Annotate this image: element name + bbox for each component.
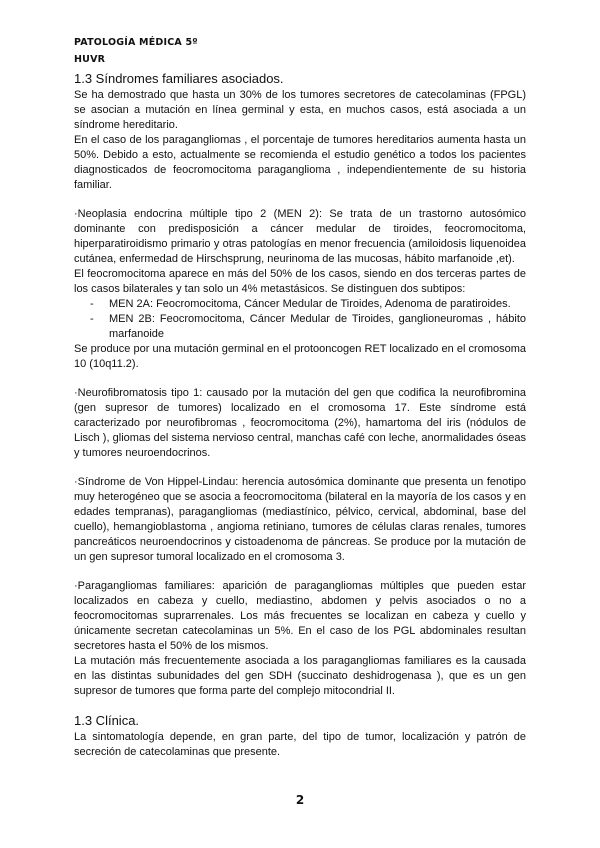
header-course: PATOLOGÍA MÉDICA 5º — [74, 37, 198, 48]
paragraph-men2-pheo: El feocromocitoma aparece en más del 50% de los casos, siendo en dos terceras partes de los casos bilaterales y tan solo un 4% metastásicos. Se distinguen dos subtipos: — [74, 268, 526, 295]
paragraph-men2-ret: Se produce por una mutación germinal en el protooncogen RET localizado en el cromosoma 10 (10q11.2). — [74, 343, 526, 370]
paragraph-clinica: La sintomatología depende, en gran parte, del tipo de tumor, localización y patrón de secreción de catecolaminas que presente. — [74, 731, 526, 758]
list-item: - MEN 2B: Feocromocitoma, Cáncer Medular de Tiroides, ganglioneuromas , hábito marfanoide — [105, 312, 526, 342]
paragraph-vhl: ·Síndrome de Von Hippel-Lindau: herencia autosómica dominante que presenta un fenotipo muy heterogéneo que se asocia a feocromocitoma (bilateral en la mayoría de los casos y en edades tempranas), paragangliomas (mediastínico, pélvico, cervical, abdominal, base del cuello), hemangioblastoma , angioma retiniano, tumores de células claras renales, tumores pancreáticos neuroendocrinos y cistoadenoma de páncreas. Se produce por la mutación de un gen supresor tumoral localizado en el cromosoma 3. — [74, 476, 526, 563]
header-hospital: HUVR — [74, 54, 106, 65]
list-item: - MEN 2A: Feocromocitoma, Cáncer Medular de Tiroides, Adenoma de paratiroides. — [105, 297, 526, 312]
paragraph-men2: ·Neoplasia endocrina múltiple tipo 2 (MEN 2): Se trata de un trastorno autosómico dominante con predisposición a cáncer medular de tiroides, feocromocitoma, hiperparatiroidismo primario y otras patologías en menor frecuencia (amiloidosis liquenoidea cutánea, enfermedad de Hirschsprung, neurinoma de las mucosas, hábito marfanoide ,et). — [74, 208, 526, 265]
paragraph-pgl-sdh: La mutación más frecuentemente asociada a los paragangliomas familiares es la causada en las distintas subunidades del gen SDH (succinato deshidrogenasa ), que es un gen supresor de tumores que forma parte del complejo mitocondrial II. — [74, 655, 526, 697]
paragraph-pgl: ·Paragangliomas familiares: aparición de paragangliomas múltiples que pueden estar localizados en cabeza y cuello, mediastino, abdomen y pelvis asociados o no a feocromocitomas suprarrenales. Los más frecuentes se localizan en cabeza y cuello y únicamente secretan catecolaminas un 5%. En el caso de los PGL abdominales resultan secretores hasta el 50% de los mismos. — [74, 580, 526, 652]
men2-subtype-list — [74, 297, 526, 342]
section-title-familial-syndromes: 1.3 Síndromes familiares asociados. — [74, 71, 284, 86]
page-content — [74, 71, 526, 760]
paragraph-intro-1: Se ha demostrado que hasta un 30% de los tumores secretores de catecolaminas (FPGL) se asocian a mutación en línea germinal y esta, en muchos casos, está asociada a un síndrome hereditario. — [74, 89, 526, 131]
section-title-clinica: 1.3 Clínica. — [74, 713, 140, 728]
page-number: 2 — [295, 793, 305, 807]
paragraph-nf1: ·Neurofibromatosis tipo 1: causado por la mutación del gen que codifica la neurofibromina (gen supresor de tumores) localizado en el cromosoma 17. Este síndrome está caracterizado por neurofibromas , feocromocitoma (2%), hamartoma del iris (nódulos de Lisch ), gliomas del sistema nervioso central, manchas café con leche, anormalidades óseas y tumores neuroendocrinos. — [74, 387, 526, 459]
paragraph-intro-2: En el caso de los paragangliomas , el porcentaje de tumores hereditarios aumenta hasta un 50%. Debido a esto, actualmente se recomienda el estudio genético a todos los pacientes diagnosticados de feocromocitoma paraganglioma , independientemente de su historia familiar. — [74, 134, 526, 191]
